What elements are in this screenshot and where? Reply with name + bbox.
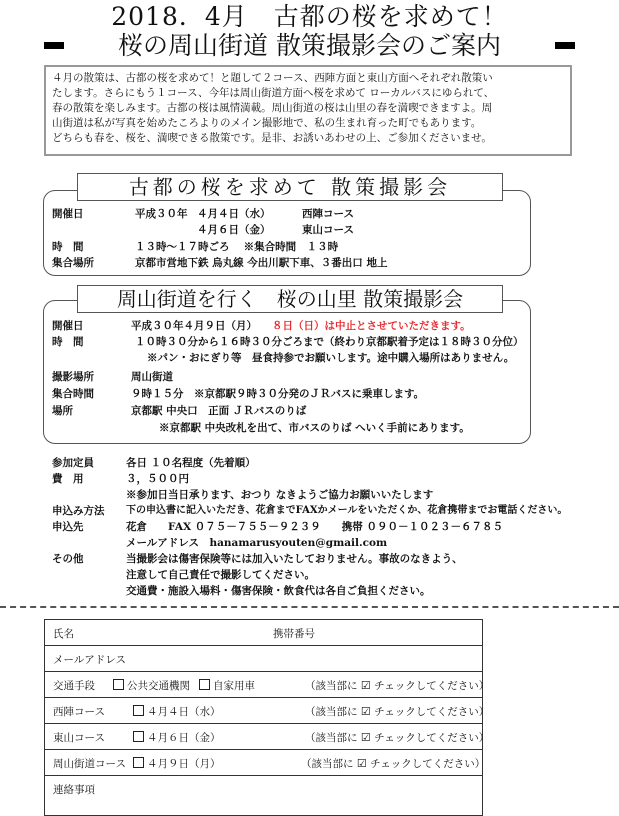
event2-cancel-note: ８日（日）は中止とさせていただきます。 — [272, 320, 471, 332]
intro-line: ４月の散策は、古都の桜を求めて！と題して２コース、西陣方面と東山方面へそれぞれ散策い — [52, 72, 493, 84]
form-row-course2 — [45, 724, 490, 750]
event1-date-year: 平成３０年 — [135, 208, 188, 220]
event2-place-note: ※京都駅 中央改札を出て、市バスのりば へいく手前にあります。 — [159, 422, 470, 434]
form-row-name — [45, 620, 482, 646]
course3-label: 周山街道コース — [53, 758, 126, 770]
transport-label: 交通手段 — [53, 680, 95, 692]
event1-date1: ４月４日（水） — [197, 208, 271, 220]
email-label: メールアドレス — [53, 654, 126, 666]
intro-line: たします。さらにもう１コース、今年は周山街道方面へ桜を求めて ローカルバスにゆられて、 — [52, 87, 495, 99]
email-value: メールアドレス hanamarusyouten@gmail.com — [126, 537, 388, 549]
event1-place-label: 集合場所 — [52, 257, 94, 269]
transport-option-car[interactable]: 自家用車 — [199, 678, 255, 693]
checked-box-icon: ☑ — [360, 705, 371, 718]
event2-meet-value: ９時１５分 ※京都駅９時３０分発のＪＲバスに乗車します。 — [131, 388, 425, 400]
method-label: 申込み方法 — [52, 505, 105, 517]
other-line: 交通費・施設入場料・傷害保険・飲食代は各自ご負担ください。 — [126, 585, 431, 597]
cut-line — [0, 606, 619, 608]
page-subtitle: 桜の周山街道 散策撮影会のご案内 — [118, 31, 501, 60]
event1-date2: ４月６日（金） — [197, 224, 271, 236]
event2-date-value: 平成３０年４月９日（月） — [131, 320, 257, 332]
fee-label: 費 用 — [52, 473, 84, 485]
contact-value: 花倉 FAX ０７５－７５５－９２３９ 携帯 ０９０－１０２３－６７８５ — [126, 521, 503, 533]
transport-option-public[interactable]: 公共交通機関 — [113, 678, 190, 693]
event2-meet-label: 集合時間 — [52, 388, 94, 400]
event1-time-value: １３時～１７時ごろ ※集合時間 １３時 — [135, 241, 339, 253]
capacity-label: 参加定員 — [52, 457, 94, 469]
fee-note: ※参加日当日承ります、おつり なきようご協力お願いいたします — [126, 489, 434, 501]
application-form — [44, 619, 490, 816]
event1-place-value: 京都市営地下鉄 烏丸線 今出川駅下車、３番出口 地上 — [135, 257, 388, 269]
check-instruction: （該当部に ☑ チェックしてください） — [305, 731, 490, 744]
checked-box-icon: ☑ — [360, 679, 371, 692]
event2-time-label: 時 間 — [52, 336, 84, 348]
event2-spot-label: 撮影場所 — [52, 371, 94, 383]
event1-course2: 東山コース — [302, 224, 354, 236]
intro-line: どちらも春を、桜を、満喫できる散策です。是非、お誘いあわせの上、ご参加くださいませ。 — [52, 132, 492, 144]
method-value: 下の申込書に記入いただき、花倉までFAXかメールをいただくか、花倉携帯までお電話ください。 — [126, 505, 568, 516]
checkbox-icon[interactable] — [133, 705, 144, 716]
check-instruction: （該当部に ☑ チェックしてください） — [305, 679, 490, 692]
checkbox-icon[interactable] — [113, 679, 124, 690]
course2-date-option[interactable]: ４月６日（金） — [133, 730, 221, 745]
event2-date-label: 開催日 — [52, 320, 84, 332]
event2-time-note: ※パン・おにぎり等 昼食持参でお願いします。途中購入場所はありません。 — [147, 352, 515, 364]
course2-label: 東山コース — [53, 732, 105, 744]
checked-box-icon: ☑ — [360, 731, 371, 744]
form-row-transport — [45, 672, 490, 698]
event1-date-label: 開催日 — [52, 208, 84, 220]
fee-value: ３，５００円 — [126, 473, 189, 485]
event2-time-value: １０時３０分から１６時３０分ごろまで（終わり京都駅着予定は１８時３０分位） — [135, 336, 524, 348]
contact-label: 申込先 — [52, 521, 84, 533]
form-row-course3 — [45, 750, 486, 776]
other-line: 注意して自己責任で撮影してください。 — [126, 569, 315, 581]
page-title: 2018．4月 古都の桜を求めて！ — [111, 2, 508, 31]
form-row-course1 — [45, 698, 490, 724]
name-label: 氏名 — [53, 628, 74, 640]
capacity-value: 各日 １０名程度（先着順） — [126, 457, 256, 469]
form-row-email — [45, 646, 482, 672]
notes-label: 連絡事項 — [53, 784, 95, 796]
phone-label: 携帯番号 — [273, 628, 315, 640]
checkbox-icon[interactable] — [133, 731, 144, 742]
event1-title: 古都の桜を求めて 散策撮影会 — [77, 173, 503, 201]
other-line: 当撮影会は傷害保険等には加入いたしておりません。事故のなきよう、 — [126, 553, 463, 565]
event2-place-label: 場所 — [52, 405, 73, 417]
check-instruction: （該当部に ☑ チェックしてください） — [305, 705, 490, 718]
course1-label: 西陣コース — [53, 706, 105, 718]
intro-line: 山街道は私が写真を始めたころよりのメイン撮影地で、私の生まれ育った町でもあります。 — [52, 117, 482, 129]
form-row-notes[interactable] — [45, 776, 482, 815]
event2-place-value: 京都駅 中央口 正面 ＪＲバスのりば — [131, 405, 307, 417]
intro-box — [44, 65, 572, 156]
intro-line: 春の散策を楽しみます。古都の桜は風情満載。周山街道の桜は山里の春を満喫できますよ。周 — [52, 102, 493, 114]
event1-course1: 西陣コース — [302, 208, 354, 220]
course3-date-option[interactable]: ４月９日（月） — [133, 756, 221, 771]
decorative-bar-right — [555, 42, 575, 49]
other-label: その他 — [52, 553, 84, 565]
event1-time-label: 時 間 — [52, 241, 84, 253]
checked-box-icon: ☑ — [356, 757, 367, 770]
checkbox-icon[interactable] — [199, 679, 210, 690]
course1-date-option[interactable]: ４月４日（水） — [133, 704, 221, 719]
check-instruction: （該当部に ☑ チェックしてください） — [301, 757, 486, 770]
checkbox-icon[interactable] — [133, 757, 144, 768]
event2-title: 周山街道を行く 桜の山里 散策撮影会 — [77, 285, 503, 313]
event2-spot-value: 周山街道 — [131, 371, 173, 383]
